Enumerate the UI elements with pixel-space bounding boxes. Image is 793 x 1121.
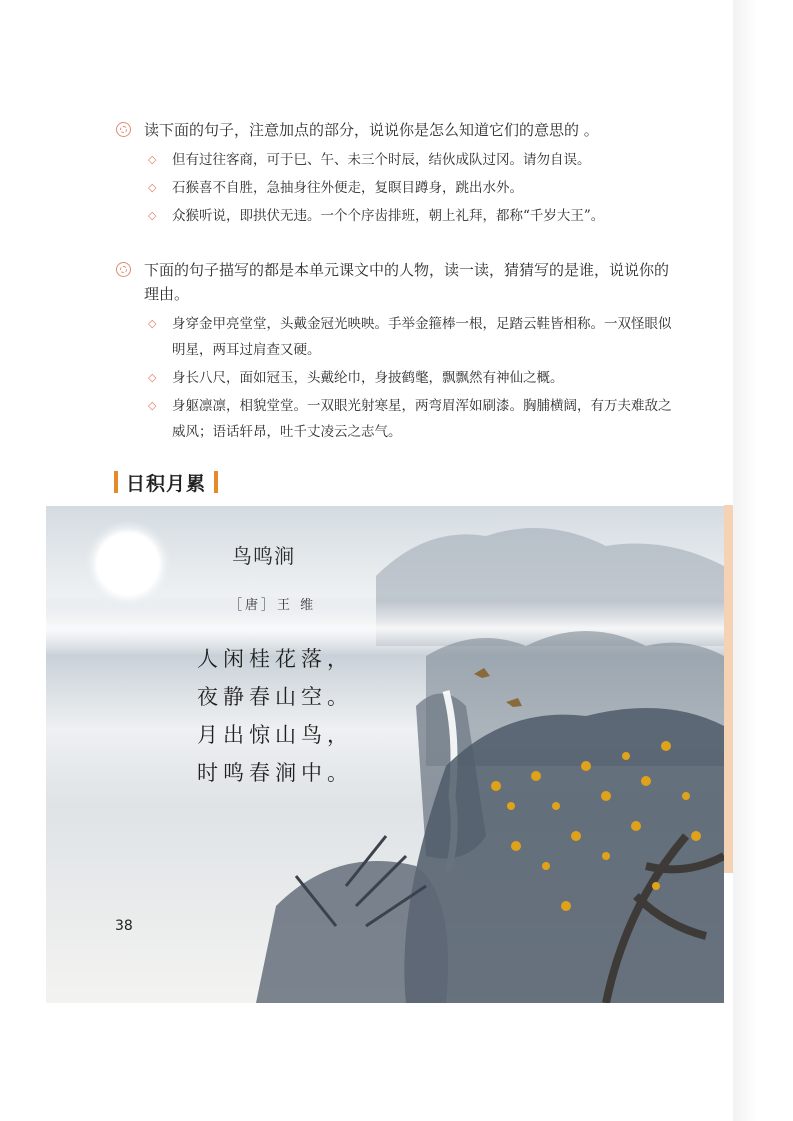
accent-bar	[214, 471, 218, 493]
exercise-1-list	[148, 147, 678, 229]
spiral-icon	[116, 122, 131, 137]
diamond-icon: ◇	[148, 371, 157, 384]
list-item	[148, 393, 678, 445]
item-text: 石猴喜不自胜，急抽身往外便走，复瞑目蹲身，跳出水外。	[172, 180, 523, 196]
section-header	[114, 468, 218, 496]
exercise-1-prompt: 读下面的句子，注意加点的部分，说说你是怎么知道它们的意思的 。	[144, 121, 599, 139]
item-text: 但有过往客商，可于巳、午、未三个时辰，结伙成队过冈。请勿自误。	[172, 152, 591, 168]
accent-bar	[114, 471, 118, 493]
poem-body	[197, 640, 353, 792]
item-text: 身长八尺，面如冠玉，头戴纶巾，身披鹤氅，飘飘然有神仙之概。	[172, 370, 564, 386]
exercise-2-prompt: 下面的句子描写的都是本单元课文中的人物，读一读，猜猜写的是谁，说说你的理由。	[144, 261, 670, 303]
moon	[84, 520, 172, 608]
exercise-2-list	[148, 311, 678, 445]
section-title: 日积月累	[126, 472, 207, 495]
diamond-icon: ◇	[148, 399, 157, 412]
diamond-icon: ◇	[148, 153, 157, 166]
item-text: 身穿金甲亮堂堂，头戴金冠光映映。手举金箍棒一根，足踏云鞋皆相称。一双怪眼似明星，两耳过肩查又硬。	[172, 316, 672, 358]
poem-title: 鸟鸣涧	[232, 544, 295, 568]
rocks	[256, 861, 448, 1003]
list-item	[148, 147, 678, 173]
page-number: 38	[115, 918, 133, 934]
poem-line: 时鸣春涧中。	[197, 761, 353, 785]
poem-line: 人闲桂花落，	[197, 647, 353, 671]
item-text: 众猴听说，即拱伏无违。一个个序齿排班，朝上礼拜，都称“千岁大王”。	[172, 208, 605, 224]
poem-author: ［唐］王 维	[229, 598, 317, 613]
poem-line: 月出惊山鸟，	[197, 723, 353, 747]
list-item	[148, 365, 678, 391]
page-edge-shadow	[733, 0, 793, 1121]
poem-line: 夜静春山空。	[197, 685, 353, 709]
spiral-icon	[116, 262, 131, 277]
item-text: 身躯凛凛，相貌堂堂。一双眼光射寒星，两弯眉浑如刷漆。胸脯横阔，有万夫难敌之威风；语话轩昂，吐千丈凌云之志气。	[172, 398, 672, 440]
diamond-icon: ◇	[148, 181, 157, 194]
exercise-1	[118, 118, 678, 231]
list-item	[148, 203, 678, 229]
list-item	[148, 175, 678, 201]
exercise-2	[118, 258, 678, 447]
side-accent-strip	[724, 505, 733, 873]
list-item	[148, 311, 678, 363]
landscape-painting	[46, 506, 724, 1003]
diamond-icon: ◇	[148, 317, 157, 330]
diamond-icon: ◇	[148, 209, 157, 222]
